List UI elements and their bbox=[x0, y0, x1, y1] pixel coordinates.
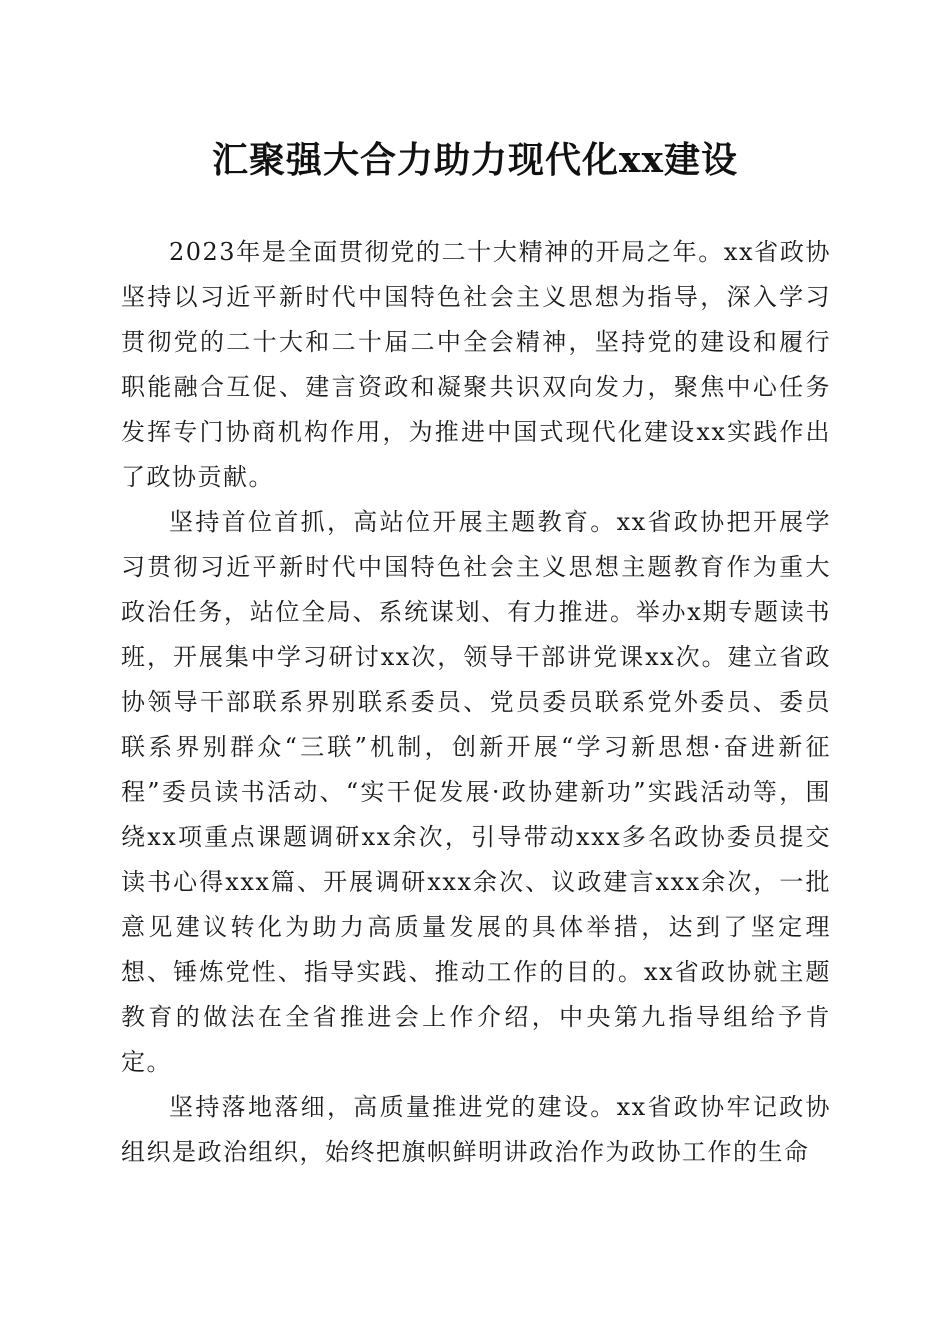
paragraph-3: 坚持落地落细，高质量推进党的建设。xx省政协牢记政协组织是政治组织，始终把旗帜鲜明讲政治作为政协工作的生命 bbox=[121, 1093, 831, 1166]
paragraph-2: 坚持首位首抓，高站位开展主题教育。xx省政协把开展学习贯彻习近平新时代中国特色社会主义思想主题教育作为重大政治任务，站位全局、系统谋划、有力推进。举办x期专题读书班，开展集中学习研讨xx次，领导干部讲党课xx次。建立省政协领导干部联系界别联系委员、党员委员联系党外委员、委员联系界别群众“三联”机制，创新开展“学习新思想·奋进新征程”委员读书活动、“实干促发展·政协建新功”实践活动等，围绕xx项重点课题调研xx余次，引导带动xxx多名政协委员提交读书心得xxx篇、开展调研xxx余次、议政建言xxx余次，一批意见建议转化为助力高质量发展的具体举措，达到了坚定理想、锤炼党性、指导实践、推动工作的目的。xx省政协就主题教育的做法在全省推进会上作介绍，中央第九指导组给予肯定。 bbox=[121, 508, 831, 1076]
document-body bbox=[121, 230, 831, 1175]
document-title: 汇聚强大合力助力现代化xx建设 bbox=[212, 139, 738, 181]
paragraph-1: 2023年是全面贯彻党的二十大精神的开局之年。xx省政协坚持以习近平新时代中国特色社会主义思想为指导，深入学习贯彻党的二十大和二十届二中全会精神，坚持党的建设和履行职能融合互促、建言资政和凝聚共识双向发力，聚焦中心任务发挥专门协商机构作用，为推进中国式现代化建设xx实践作出了政协贡献。 bbox=[121, 238, 831, 491]
